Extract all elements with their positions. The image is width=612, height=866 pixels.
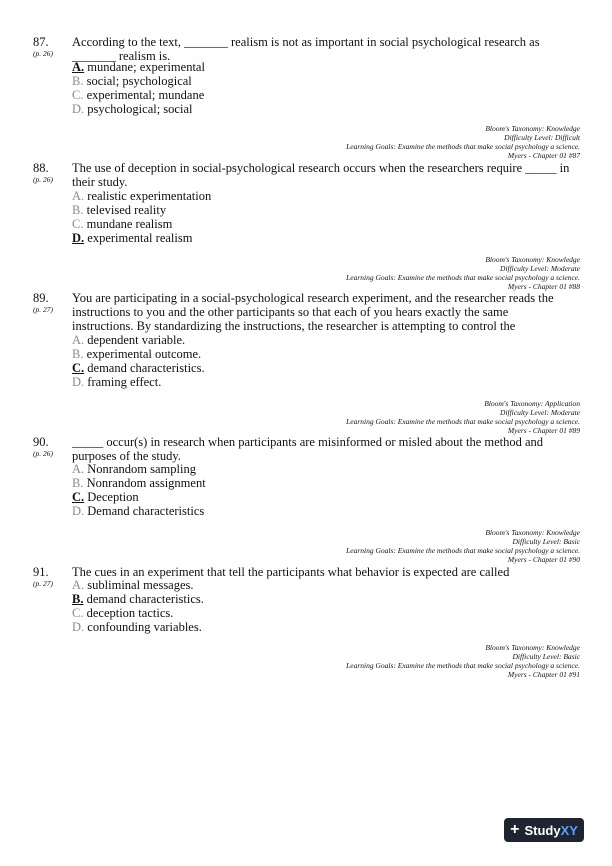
option-c xyxy=(72,88,532,102)
question-page-ref: (p. 26) xyxy=(33,175,53,184)
option-letter: C. xyxy=(72,606,84,620)
option-letter: D. xyxy=(72,231,85,245)
question-stem: The cues in an experiment that tell the participants what behavior is expected are called xyxy=(72,565,510,579)
option-c xyxy=(72,606,532,620)
learning-goals: Learning Goals: Examine the methods that make social psychology a science. xyxy=(346,273,580,282)
option-letter: A. xyxy=(72,462,85,476)
learning-goals: Learning Goals: Examine the methods that make social psychology a science. xyxy=(346,417,580,426)
plus-icon: + xyxy=(510,821,520,838)
option-d xyxy=(72,102,532,116)
question-metadata xyxy=(346,643,580,679)
question-number: 91. xyxy=(33,565,49,579)
question-number: 88. xyxy=(33,161,49,175)
option-a xyxy=(72,60,532,74)
option-letter: C. xyxy=(72,490,85,504)
option-letter: D. xyxy=(72,102,85,116)
question-source: Myers - Chapter 01 #90 xyxy=(507,555,580,564)
option-letter: D. xyxy=(72,375,85,389)
difficulty-level: Difficulty Level: Basic xyxy=(512,537,580,546)
studyxy-logo[interactable] xyxy=(504,818,584,842)
answer-options xyxy=(72,189,532,245)
option-text: realistic experimentation xyxy=(87,189,212,203)
option-a xyxy=(72,189,532,203)
question-stem: You are participating in a social-psychological research experiment, and the researcher reads the instructions to you and the other participants so that each of you hears exactly the same instructions. By standardizing the instructions, the researcher is attempting to control the xyxy=(72,291,554,333)
option-letter: A. xyxy=(72,60,85,74)
difficulty-level: Difficulty Level: Moderate xyxy=(500,408,580,417)
question-stem: The use of deception in social-psychological research occurs when the researchers require _____ in their study. xyxy=(72,161,570,189)
option-letter: B. xyxy=(72,476,84,490)
option-letter: A. xyxy=(72,578,85,592)
option-text: demand characteristics. xyxy=(87,361,205,375)
option-text: Demand characteristics xyxy=(87,504,205,518)
option-a xyxy=(72,462,532,476)
option-text: demand characteristics. xyxy=(86,592,204,606)
option-d xyxy=(72,620,532,634)
question-metadata xyxy=(346,399,580,435)
option-letter: D. xyxy=(72,620,85,634)
learning-goals: Learning Goals: Examine the methods that make social psychology a science. xyxy=(346,142,580,151)
logo-word-xy: XY xyxy=(560,822,578,838)
question-source: Myers - Chapter 01 #91 xyxy=(507,670,580,679)
option-text: experimental realism xyxy=(87,231,193,245)
question-page-ref: (p. 27) xyxy=(33,579,53,588)
option-b xyxy=(72,74,532,88)
option-text: experimental; mundane xyxy=(86,88,205,102)
option-letter: A. xyxy=(72,189,85,203)
difficulty-level: Difficulty Level: Moderate xyxy=(500,264,580,273)
option-d xyxy=(72,375,532,389)
option-c xyxy=(72,217,532,231)
answer-options xyxy=(72,578,532,634)
answer-options xyxy=(72,462,532,518)
logo-word-study: Study xyxy=(524,822,561,838)
option-text: televised reality xyxy=(86,203,167,217)
question-metadata xyxy=(346,124,580,160)
blooms-taxonomy: Bloom's Taxonomy: Knowledge xyxy=(485,124,580,133)
option-b xyxy=(72,203,532,217)
question-stem: According to the text, _______ realism is not as important in social psychological research as _______ realism is. xyxy=(72,35,540,63)
option-text: dependent variable. xyxy=(87,333,186,347)
option-letter: B. xyxy=(72,203,84,217)
question-number: 89. xyxy=(33,291,49,305)
option-text: subliminal messages. xyxy=(87,578,194,592)
option-c xyxy=(72,490,532,504)
difficulty-level: Difficulty Level: Difficult xyxy=(504,133,580,142)
blooms-taxonomy: Bloom's Taxonomy: Knowledge xyxy=(485,528,580,537)
option-text: Nonrandom assignment xyxy=(86,476,206,490)
option-letter: B. xyxy=(72,74,84,88)
option-a xyxy=(72,333,532,347)
question-source: Myers - Chapter 01 #88 xyxy=(507,282,580,291)
blooms-taxonomy: Bloom's Taxonomy: Knowledge xyxy=(485,643,580,652)
answer-options xyxy=(72,60,532,116)
option-a xyxy=(72,578,532,592)
question-stem: _____ occur(s) in research when participants are misinformed or misled about the method and purposes of the study. xyxy=(72,435,544,463)
option-letter: B. xyxy=(72,592,84,606)
option-d xyxy=(72,504,532,518)
question-number: 87. xyxy=(33,35,49,49)
option-text: mundane realism xyxy=(86,217,173,231)
difficulty-level: Difficulty Level: Basic xyxy=(512,652,580,661)
question-page-ref: (p. 26) xyxy=(33,49,53,58)
option-text: framing effect. xyxy=(87,375,162,389)
option-letter: B. xyxy=(72,347,84,361)
question-source: Myers - Chapter 01 #87 xyxy=(507,151,580,160)
question-page-ref: (p. 26) xyxy=(33,449,53,458)
option-b xyxy=(72,476,532,490)
option-text: confounding variables. xyxy=(87,620,202,634)
option-letter: A. xyxy=(72,333,85,347)
option-c xyxy=(72,361,532,375)
option-b xyxy=(72,592,532,606)
option-letter: C. xyxy=(72,88,84,102)
option-d xyxy=(72,231,532,245)
option-text: Deception xyxy=(87,490,139,504)
option-b xyxy=(72,347,532,361)
option-letter: D. xyxy=(72,504,85,518)
blooms-taxonomy: Bloom's Taxonomy: Application xyxy=(484,399,580,408)
question-metadata xyxy=(346,528,580,564)
option-text: Nonrandom sampling xyxy=(87,462,196,476)
question-metadata xyxy=(346,255,580,291)
option-text: experimental outcome. xyxy=(86,347,202,361)
option-letter: C. xyxy=(72,217,84,231)
question-page-ref: (p. 27) xyxy=(33,305,53,314)
option-text: deception tactics. xyxy=(86,606,174,620)
learning-goals: Learning Goals: Examine the methods that make social psychology a science. xyxy=(346,546,580,555)
blooms-taxonomy: Bloom's Taxonomy: Knowledge xyxy=(485,255,580,264)
question-source: Myers - Chapter 01 #89 xyxy=(507,426,580,435)
option-text: mundane; experimental xyxy=(87,60,205,74)
option-text: psychological; social xyxy=(87,102,193,116)
question-number: 90. xyxy=(33,435,49,449)
option-text: social; psychological xyxy=(86,74,192,88)
learning-goals: Learning Goals: Examine the methods that make social psychology a science. xyxy=(346,661,580,670)
answer-options xyxy=(72,333,532,389)
option-letter: C. xyxy=(72,361,85,375)
